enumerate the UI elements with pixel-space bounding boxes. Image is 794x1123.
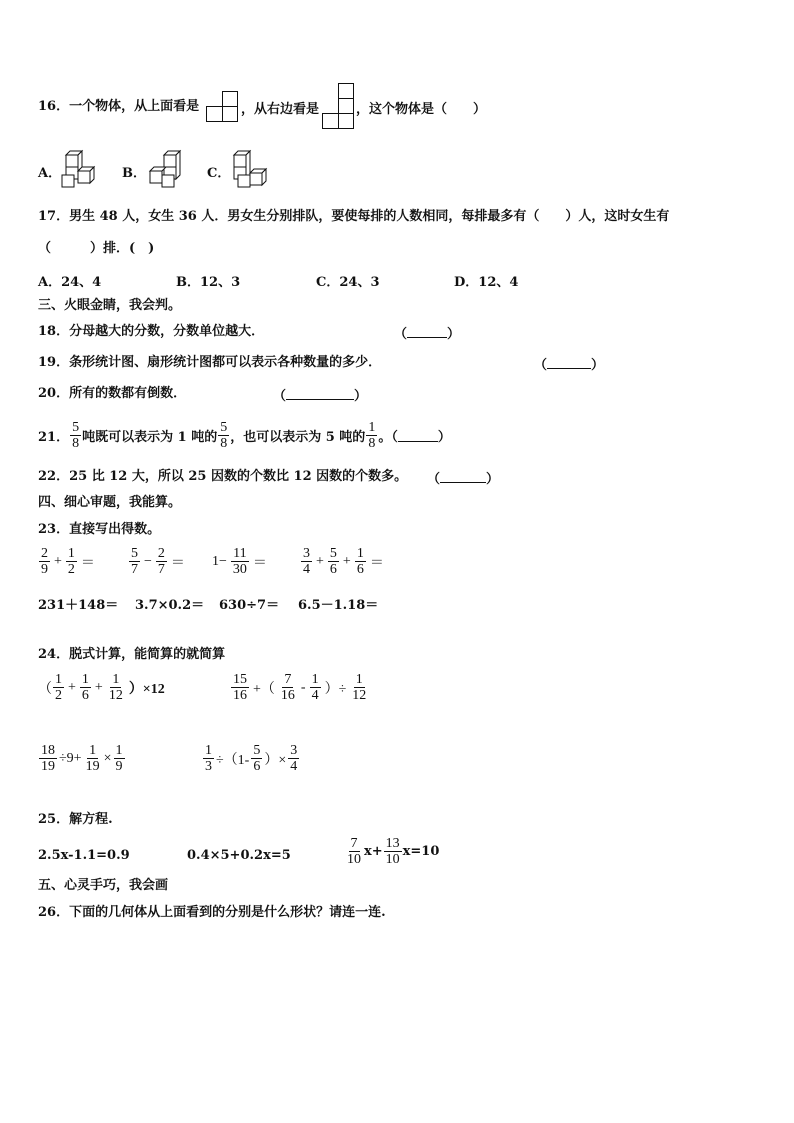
section-5-heading: 五、心灵手巧，我会画 — [38, 878, 169, 893]
q19-answer-blank: （ ） — [534, 358, 605, 373]
q16-top-view-figure — [206, 91, 240, 123]
q26-text: 26．下面的几何体从上面看到的分别是什么形状？请连一连. — [38, 905, 386, 920]
q21-number: 21． — [38, 430, 70, 445]
q22-answer-blank: （ ） — [427, 472, 500, 487]
q23-expr-2: $\frac{5}{7}$ − $\frac{2}{7}$ ＝ — [131, 546, 185, 577]
q17-option-d: D．12、4 — [454, 275, 519, 290]
q25-title: 25．解方程. — [38, 812, 113, 827]
q21-fraction-1: $\frac{5}{8}$ — [72, 420, 80, 451]
q16-line — [38, 98, 199, 116]
q24-title: 24．脱式计算，能简算的就简算 — [38, 647, 226, 662]
q18-answer-blank: （ ） — [394, 327, 461, 342]
q23-row2-expr-2: 3.7×0.2＝ — [135, 598, 205, 613]
q22-text: 22．25 比 12 大，所以 25 因数的个数比 12 因数的个数多。 — [38, 469, 408, 484]
q19-text: 19．条形统计图、扇形统计图都可以表示各种数量的多少． — [38, 355, 382, 370]
q16-option-a-label: A． — [38, 166, 62, 181]
q16-right-view-figure — [322, 83, 356, 131]
q23-row2-expr-3: 630÷7＝ — [219, 598, 280, 613]
section-3-heading: 三、火眼金睛，我会判。 — [38, 298, 182, 313]
q20-answer-blank: （ ） — [273, 389, 368, 404]
q16-option-c-label: C． — [207, 166, 231, 181]
q23-expr-4: $\frac{3}{4}$ + $\frac{5}{6}$ + $\frac{1}{6}$ ＝ — [303, 546, 384, 577]
q24-expr-1: （ $\frac{1}{2}$ + $\frac{1}{6}$ + $\frac{1}{12}$ ）×12 — [38, 672, 165, 703]
q16-text-2: ，从右边看是 — [241, 102, 320, 117]
q18-text: 18．分母越大的分数，分数单位越大． — [38, 324, 265, 339]
q17-option-a: A．24、4 — [38, 275, 102, 290]
q24-expr-2: $\frac{15}{16}$ +（ $\frac{7}{16}$ - $\frac{1}{4}$ ）÷ $\frac{1}{12}$ — [233, 672, 367, 703]
q17-line-2: （ ）排．( ) — [38, 241, 155, 256]
q16-option-b-label: B． — [122, 166, 146, 181]
section-4-heading: 四、细心审题，我能算。 — [38, 495, 182, 510]
q25-equation-3: $\frac{7}{10}$ x+ $\frac{13}{10}$ x=10 — [347, 836, 440, 867]
q17-option-b: B．12、3 — [176, 275, 241, 290]
q21-line: 21． $\frac{5}{8}$ 吨既可以表示为 1 吨的 $\frac{5}{8}$ ，也可以表示为 5 吨的 $\frac{1}{8}$ 。（ ） — [38, 420, 451, 451]
q21-fraction-3: $\frac{1}{8}$ — [368, 420, 376, 451]
q24-expr-4: $\frac{1}{3}$ ÷（1- $\frac{5}{6}$ ）× $\frac{3}{4}$ — [205, 743, 298, 774]
q17-option-c: C．24、3 — [316, 275, 380, 290]
q25-equation-1: 2.5x-1.1=0.9 — [38, 848, 130, 863]
q17-line-1: 17．男生 48 人，女生 36 人．男女生分别排队，要使每排的人数相同，每排最多有（ ）人，这时女生有 — [38, 209, 670, 224]
q21-fraction-2: $\frac{5}{8}$ — [220, 420, 228, 451]
q16-option-c-figure — [230, 149, 268, 189]
q23-expr-3: 1− $\frac{11}{30}$ ＝ — [212, 546, 267, 577]
q16-number: 16． — [38, 99, 70, 114]
q21-answer-blank — [398, 429, 438, 442]
q23-title: 23．直接写出得数。 — [38, 522, 161, 537]
q25-equation-2: 0.4×5+0.2x=5 — [187, 848, 291, 863]
q24-expr-3: $\frac{18}{19}$ ÷9+ $\frac{1}{19}$ × $\frac{1}{9}$ — [41, 743, 123, 774]
q16-text-1: 一个物体，从上面看是 — [69, 99, 200, 114]
q20-text: 20．所有的数都有倒数． — [38, 386, 187, 401]
q23-row2-expr-1: 231＋148＝ — [38, 598, 119, 613]
q23-expr-1: $\frac{2}{9}$ + $\frac{1}{2}$ ＝ — [41, 546, 95, 577]
q16-text-3: ，这个物体是（ ） — [356, 102, 487, 117]
q16-option-b-figure — [146, 149, 182, 189]
q16-option-a-figure — [60, 149, 96, 189]
q23-row2-expr-4: 6.5－1.18＝ — [298, 598, 379, 613]
